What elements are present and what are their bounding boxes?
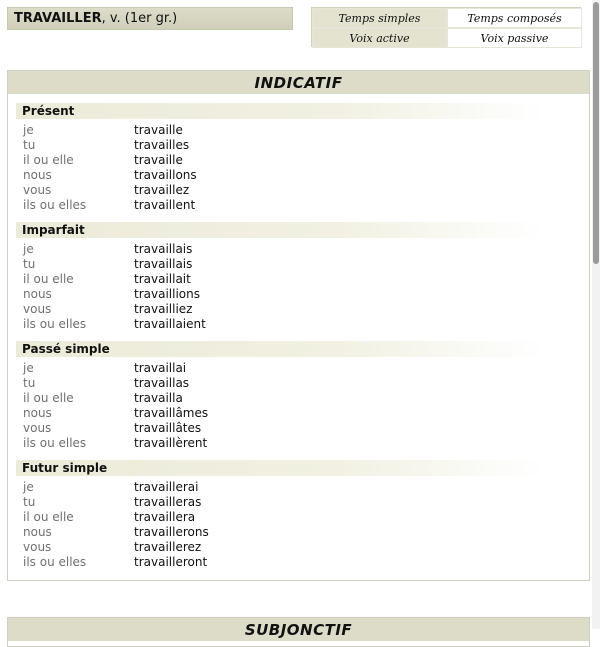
pronoun: tu <box>23 495 36 509</box>
verb-form: travailliez <box>134 302 193 316</box>
tab-voix-active[interactable]: Voix active <box>312 28 447 48</box>
pronoun: nous <box>23 525 52 539</box>
pronoun: tu <box>23 376 36 390</box>
pronoun: tu <box>23 138 36 152</box>
conjugation-row <box>23 287 589 302</box>
verb-form: travaillai <box>134 361 187 375</box>
tense-block <box>16 103 589 213</box>
conjugation-row <box>23 317 589 332</box>
conjugation-row <box>23 391 589 406</box>
scrollbar-thumb[interactable] <box>593 2 599 264</box>
tense-title: Imparfait <box>16 222 546 238</box>
conjugation-row <box>23 540 589 555</box>
verb-form: travailla <box>134 391 183 405</box>
verb-form: travailleront <box>134 555 208 569</box>
verb-form: travaillent <box>134 198 196 212</box>
conjugation-rows <box>16 123 589 213</box>
pronoun: nous <box>23 287 52 301</box>
pronoun: vous <box>23 421 52 435</box>
conjugation-row <box>23 495 589 510</box>
verb-info: , v. (1er gr.) <box>101 11 178 26</box>
verb-name: TRAVAILLER <box>14 11 102 26</box>
verb-form: travaillait <box>134 272 191 286</box>
conjugation-rows <box>16 361 589 451</box>
tab-temps-simples[interactable]: Temps simples <box>312 8 447 28</box>
pronoun: vous <box>23 183 52 197</box>
conjugation-row <box>23 123 589 138</box>
pronoun: ils ou elles <box>23 555 87 569</box>
conjugation-row <box>23 480 589 495</box>
verb-form: travaillaient <box>134 317 206 331</box>
verb-form: travaillâmes <box>134 406 209 420</box>
tense-title: Futur simple <box>16 460 546 476</box>
verb-form: travaillerons <box>134 525 209 539</box>
tense-title: Passé simple <box>16 341 546 357</box>
indicatif-header: INDICATIF <box>8 71 589 94</box>
tab-temps-composes[interactable]: Temps composés <box>447 8 582 28</box>
pronoun: je <box>23 480 34 494</box>
verb-form: travaillez <box>134 183 190 197</box>
verb-form: travaille <box>134 123 183 137</box>
conjugation-row <box>23 376 589 391</box>
pronoun: ils ou elles <box>23 436 87 450</box>
conjugation-row <box>23 421 589 436</box>
conjugation-row <box>23 436 589 451</box>
verb-title <box>7 7 293 30</box>
conjugation-row <box>23 257 589 272</box>
pronoun: il ou elle <box>23 391 74 405</box>
verb-form: travaillâtes <box>134 421 202 435</box>
verb-form: travaillais <box>134 257 193 271</box>
pronoun: ils ou elles <box>23 317 87 331</box>
verb-form: travaillèrent <box>134 436 208 450</box>
conjugation-row <box>23 183 589 198</box>
conjugation-row <box>23 555 589 570</box>
scrollbar[interactable] <box>592 0 600 629</box>
pronoun: je <box>23 242 34 256</box>
pronoun: ils ou elles <box>23 198 87 212</box>
verb-form: travaillions <box>134 287 200 301</box>
conjugation-row <box>23 406 589 421</box>
pronoun: vous <box>23 540 52 554</box>
tab-voix-passive[interactable]: Voix passive <box>447 28 582 48</box>
conjugation-view-switcher <box>311 7 581 47</box>
conjugation-row <box>23 510 589 525</box>
subjonctif-header: SUBJONCTIF <box>8 618 589 641</box>
conjugation-row <box>23 525 589 540</box>
indicatif-panel <box>7 70 590 581</box>
conjugation-row <box>23 272 589 287</box>
conjugation-rows <box>16 242 589 332</box>
tense-list <box>8 103 589 570</box>
pronoun: il ou elle <box>23 153 74 167</box>
verb-form: travaille <box>134 153 183 167</box>
tense-title: Présent <box>16 103 546 119</box>
pronoun: je <box>23 123 34 137</box>
conjugation-row <box>23 361 589 376</box>
pronoun: nous <box>23 168 52 182</box>
verb-form: travaillerez <box>134 540 202 554</box>
verb-form: travaillerai <box>134 480 199 494</box>
conjugation-row <box>23 302 589 317</box>
pronoun: vous <box>23 302 52 316</box>
verb-form: travaillais <box>134 242 193 256</box>
pronoun: nous <box>23 406 52 420</box>
tense-block <box>16 341 589 451</box>
tense-block <box>16 460 589 570</box>
conjugation-row <box>23 153 589 168</box>
tense-block <box>16 222 589 332</box>
conjugation-row <box>23 242 589 257</box>
conjugation-row <box>23 198 589 213</box>
verb-form: travailles <box>134 138 190 152</box>
pronoun: tu <box>23 257 36 271</box>
conjugation-rows <box>16 480 589 570</box>
conjugation-row <box>23 138 589 153</box>
verb-form: travaillons <box>134 168 197 182</box>
conjugation-row <box>23 168 589 183</box>
subjonctif-panel <box>7 617 590 647</box>
pronoun: il ou elle <box>23 510 74 524</box>
pronoun: je <box>23 361 34 375</box>
verb-form: travailleras <box>134 495 202 509</box>
verb-form: travaillas <box>134 376 190 390</box>
verb-form: travaillera <box>134 510 196 524</box>
pronoun: il ou elle <box>23 272 74 286</box>
